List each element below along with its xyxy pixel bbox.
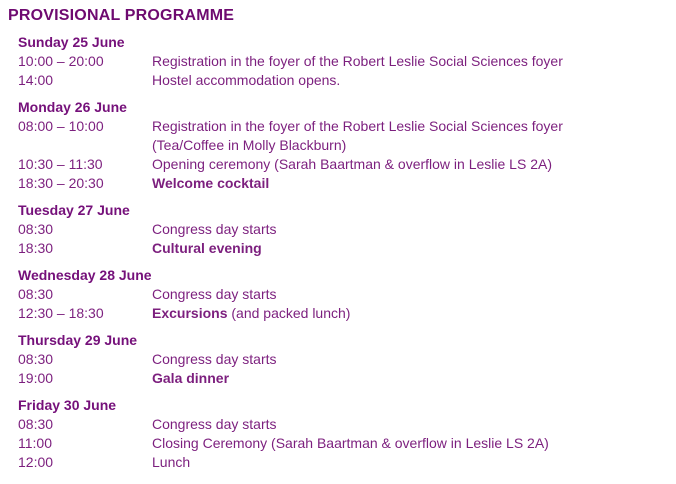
event-text: Lunch	[152, 454, 191, 470]
description-line	[152, 304, 672, 323]
description-line	[152, 369, 672, 388]
event-text: Congress day starts	[152, 351, 277, 367]
event-text: Congress day starts	[152, 416, 277, 432]
day-heading: Friday 30 June	[18, 397, 117, 413]
event-text: Closing Ceremony (Sarah Baartman & overflow in Leslie LS 2A)	[152, 435, 549, 451]
day-section	[18, 266, 672, 323]
description-cell	[152, 285, 672, 304]
description-cell	[152, 174, 672, 193]
schedule-row	[18, 220, 672, 239]
day-section	[18, 98, 672, 193]
day-section	[18, 396, 672, 472]
description-cell	[152, 239, 672, 258]
time-cell: 08:30	[18, 286, 54, 302]
description-cell	[152, 71, 672, 90]
description-line	[152, 117, 672, 136]
time-cell: 12:00	[18, 454, 54, 470]
day-heading: Thursday 29 June	[18, 332, 138, 348]
time-cell: 08:30	[18, 221, 54, 237]
description-line	[152, 136, 672, 155]
description-cell	[152, 52, 672, 71]
description-cell	[152, 155, 672, 174]
event-text: Congress day starts	[152, 221, 277, 237]
description-cell	[152, 117, 672, 155]
time-cell: 08:30	[18, 351, 54, 367]
schedule-row	[18, 71, 672, 90]
description-line	[152, 434, 672, 453]
description-cell	[152, 369, 672, 388]
schedule-row	[18, 350, 672, 369]
day-section	[18, 331, 672, 388]
time-cell: 10:00 – 20:00	[18, 53, 104, 69]
schedule-row	[18, 434, 672, 453]
schedule-row	[18, 239, 672, 258]
description-line	[152, 220, 672, 239]
description-cell	[152, 415, 672, 434]
time-cell: 12:30 – 18:30	[18, 305, 104, 321]
description-cell	[152, 220, 672, 239]
day-section	[18, 201, 672, 258]
event-text: Registration in the foyer of the Robert Leslie Social Sciences foyer	[152, 53, 563, 69]
time-cell: 14:00	[18, 72, 54, 88]
description-line	[152, 415, 672, 434]
day-heading: Tuesday 27 June	[18, 202, 130, 218]
description-cell	[152, 350, 672, 369]
description-line	[152, 285, 672, 304]
event-name-emphasis: Welcome cocktail	[152, 175, 270, 191]
schedule-row	[18, 117, 672, 155]
description-line	[152, 155, 672, 174]
schedule-row	[18, 453, 672, 472]
time-cell: 10:30 – 11:30	[18, 156, 103, 172]
description-line	[152, 239, 672, 258]
schedule-row	[18, 304, 672, 323]
page-title: PROVISIONAL PROGRAMME	[8, 7, 235, 24]
day-section	[18, 33, 672, 90]
description-cell	[152, 453, 672, 472]
schedule-row	[18, 174, 672, 193]
schedule-row	[18, 285, 672, 304]
day-heading: Wednesday 28 June	[18, 267, 152, 283]
event-text: (Tea/Coffee in Molly Blackburn)	[152, 137, 347, 153]
time-cell: 19:00	[18, 370, 54, 386]
event-name-emphasis: Cultural evening	[152, 240, 262, 256]
schedule-row	[18, 369, 672, 388]
schedule-row	[18, 52, 672, 71]
event-name-emphasis: Gala dinner	[152, 370, 230, 386]
description-line	[152, 453, 672, 472]
event-text: Opening ceremony (Sarah Baartman & overflow in Leslie LS 2A)	[152, 156, 552, 172]
schedule-row	[18, 155, 672, 174]
event-text: Congress day starts	[152, 286, 277, 302]
description-cell	[152, 434, 672, 453]
time-cell: 08:30	[18, 416, 54, 432]
event-text: Hostel accommodation opens.	[152, 72, 341, 88]
description-line	[152, 71, 672, 90]
time-cell: 18:30 – 20:30	[18, 175, 104, 191]
description-line	[152, 52, 672, 71]
time-cell: 18:30	[18, 240, 54, 256]
event-name-emphasis: Excursions	[152, 305, 228, 321]
description-line	[152, 174, 672, 193]
time-cell: 08:00 – 10:00	[18, 118, 104, 134]
event-text: Registration in the foyer of the Robert Leslie Social Sciences foyer	[152, 118, 563, 134]
description-cell	[152, 304, 672, 323]
day-heading: Monday 26 June	[18, 99, 127, 115]
day-heading: Sunday 25 June	[18, 34, 125, 50]
programme-schedule	[8, 33, 672, 472]
description-line	[152, 350, 672, 369]
time-cell: 11:00	[18, 435, 52, 451]
event-text: (and packed lunch)	[227, 305, 351, 321]
schedule-row	[18, 415, 672, 434]
